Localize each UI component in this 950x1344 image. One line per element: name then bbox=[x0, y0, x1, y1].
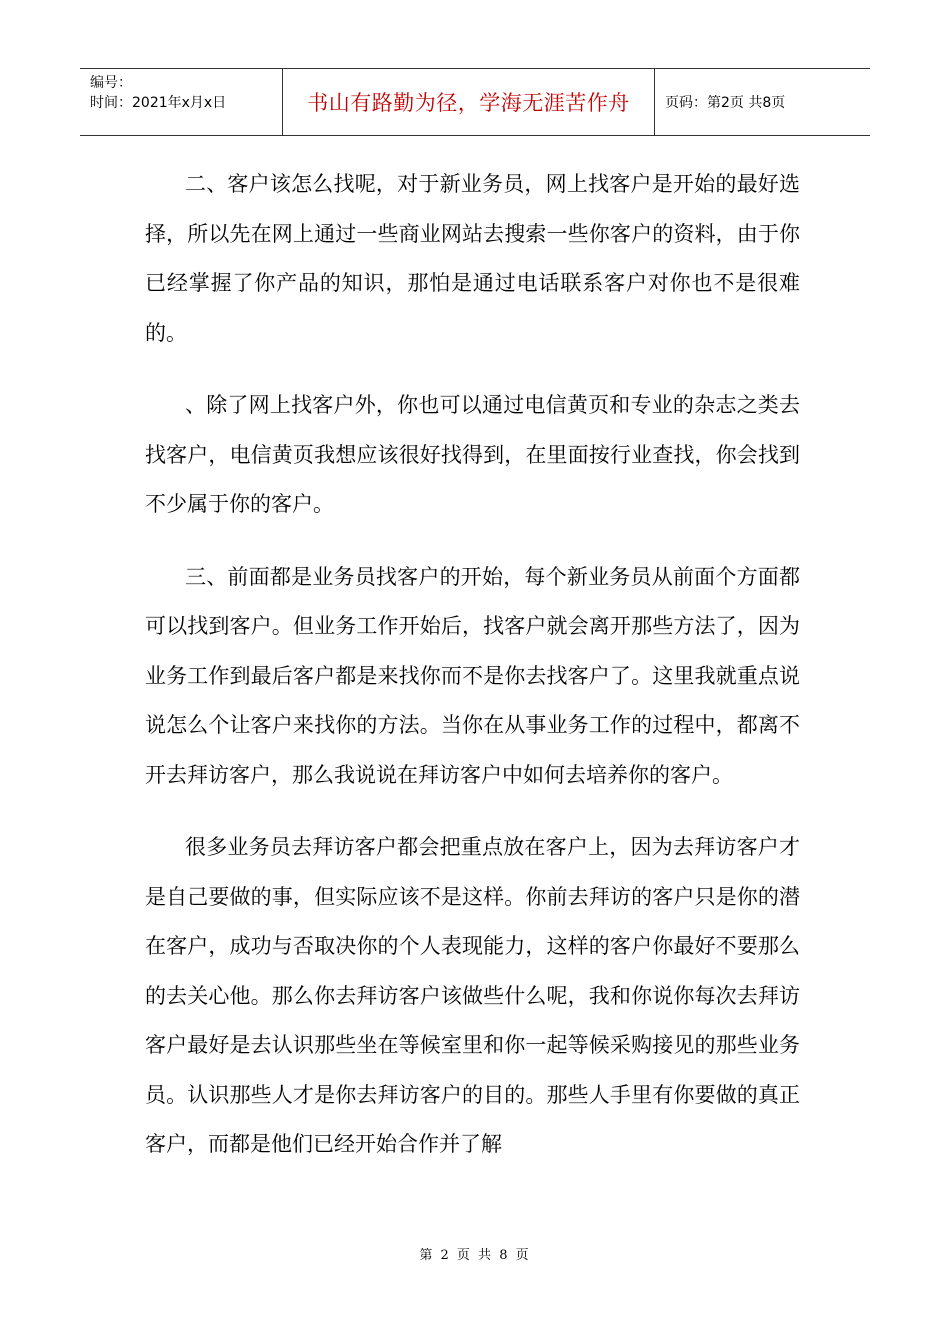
document-body bbox=[145, 160, 800, 1170]
page-header bbox=[80, 68, 870, 136]
motto-text: 书山有路勤为径，学海无涯苦作舟 bbox=[307, 91, 630, 115]
paragraph-3: 三、前面都是业务员找客户的开始，每个新业务员从前面个方面都可以找到客户。但业务工作开始后，找客户就会离开那些方法了，因为业务工作到最后客户都是来找你而不是你去找客户了。这里我就重点说说怎么个让客户来找你的方法。当你在从事业务工作的过程中，都离不开去拜访客户，那么我说说在拜访客户中如何去培养你的客户。 bbox=[145, 564, 800, 787]
paragraph-1: 二、客户该怎么找呢，对于新业务员，网上找客户是开始的最好选择，所以先在网上通过一些商业网站去搜索一些你客户的资料，由于你已经掌握了你产品的知识，那怕是通过电话联系客户对你也不是很难的。 bbox=[145, 172, 800, 345]
header-page-cell bbox=[655, 69, 870, 135]
header-meta-cell bbox=[80, 69, 283, 135]
page-footer bbox=[0, 1244, 950, 1263]
footer-page-number: 第 2 页 共 8 页 bbox=[419, 1248, 531, 1263]
header-motto-cell bbox=[283, 69, 655, 135]
paragraph-2: 、除了网上找客户外，你也可以通过电信黄页和专业的杂志之类去找客户，电信黄页我想应该很好找得到，在里面按行业查找，你会找到不少属于你的客户。 bbox=[145, 393, 800, 516]
serial-number-label: 编号： bbox=[90, 75, 132, 91]
page-number-label: 页码：第2页 共8页 bbox=[665, 95, 786, 111]
paragraph-4: 很多业务员去拜访客户都会把重点放在客户上，因为去拜访客户才是自己要做的事，但实际应该不是这样。你前去拜访的客户只是你的潜在客户，成功与否取决你的个人表现能力，这样的客户你最好不要那么的去关心他。那么你去拜访客户该做些什么呢，我和你说你每次去拜访客户最好是去认识那些坐在等候室里和你一起等候采购接见的那些业务员。认识那些人才是你去拜访客户的目的。那些人手里有你要做的真正客户，而都是他们已经开始合作并了解 bbox=[145, 835, 800, 1156]
date-label: 时间：2021年x月x日 bbox=[90, 95, 227, 111]
